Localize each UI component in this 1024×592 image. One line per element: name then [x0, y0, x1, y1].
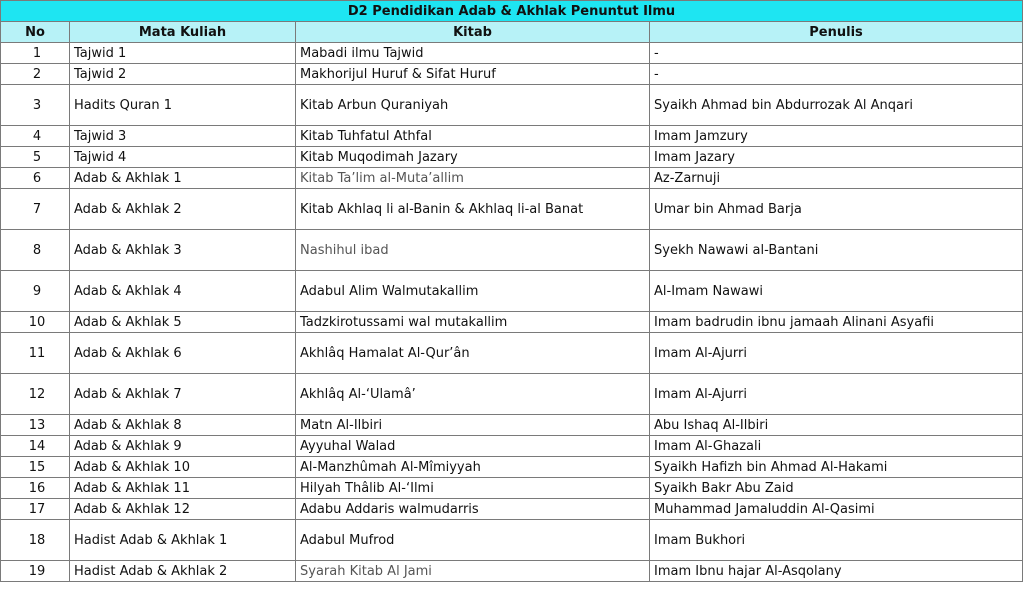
cell-mata-kuliah[interactable]: Hadist Adab & Akhlak 2 — [70, 561, 296, 582]
cell-no[interactable]: 4 — [1, 126, 70, 147]
table-row — [1, 478, 1023, 499]
cell-mata-kuliah[interactable]: Adab & Akhlak 3 — [70, 230, 296, 271]
cell-kitab[interactable]: Al-Manzhûmah Al-Mîmiyyah — [296, 457, 650, 478]
cell-kitab[interactable]: Akhlâq Al-‘Ulamâ’ — [296, 374, 650, 415]
cell-kitab[interactable]: Tadzkirotussami wal mutakallim — [296, 312, 650, 333]
table-row — [1, 457, 1023, 478]
cell-mata-kuliah[interactable]: Adab & Akhlak 10 — [70, 457, 296, 478]
cell-no[interactable]: 17 — [1, 499, 70, 520]
table-row — [1, 374, 1023, 415]
cell-no[interactable]: 14 — [1, 436, 70, 457]
cell-kitab[interactable]: Adabul Mufrod — [296, 520, 650, 561]
cell-mata-kuliah[interactable]: Adab & Akhlak 9 — [70, 436, 296, 457]
cell-penulis[interactable]: - — [650, 43, 1023, 64]
cell-no[interactable]: 1 — [1, 43, 70, 64]
cell-penulis[interactable]: Imam Al-Ajurri — [650, 374, 1023, 415]
cell-kitab[interactable]: Kitab Arbun Quraniyah — [296, 85, 650, 126]
header-no[interactable]: No — [1, 22, 70, 43]
cell-mata-kuliah[interactable]: Adab & Akhlak 11 — [70, 478, 296, 499]
header-penulis[interactable]: Penulis — [650, 22, 1023, 43]
table-row — [1, 85, 1023, 126]
cell-no[interactable]: 5 — [1, 147, 70, 168]
cell-no[interactable]: 15 — [1, 457, 70, 478]
cell-penulis[interactable]: Imam Ibnu hajar Al-Asqolany — [650, 561, 1023, 582]
cell-penulis[interactable]: Syaikh Bakr Abu Zaid — [650, 478, 1023, 499]
cell-penulis[interactable]: Syekh Nawawi al-Bantani — [650, 230, 1023, 271]
cell-no[interactable]: 18 — [1, 520, 70, 561]
cell-mata-kuliah[interactable]: Adab & Akhlak 12 — [70, 499, 296, 520]
cell-no[interactable]: 8 — [1, 230, 70, 271]
cell-mata-kuliah[interactable]: Adab & Akhlak 6 — [70, 333, 296, 374]
header-mata-kuliah[interactable]: Mata Kuliah — [70, 22, 296, 43]
table-row — [1, 64, 1023, 85]
cell-penulis[interactable]: Umar bin Ahmad Barja — [650, 189, 1023, 230]
cell-mata-kuliah[interactable]: Tajwid 4 — [70, 147, 296, 168]
cell-no[interactable]: 6 — [1, 168, 70, 189]
cell-mata-kuliah[interactable]: Tajwid 1 — [70, 43, 296, 64]
cell-kitab[interactable]: Kitab Akhlaq li al-Banin & Akhlaq li-al Banat — [296, 189, 650, 230]
cell-no[interactable]: 12 — [1, 374, 70, 415]
cell-kitab[interactable]: Akhlâq Hamalat Al-Qur’ân — [296, 333, 650, 374]
cell-kitab[interactable]: Kitab Muqodimah Jazary — [296, 147, 650, 168]
cell-penulis[interactable]: Imam Al-Ajurri — [650, 333, 1023, 374]
table-row — [1, 415, 1023, 436]
cell-mata-kuliah[interactable]: Adab & Akhlak 1 — [70, 168, 296, 189]
cell-kitab[interactable]: Matn Al-Ilbiri — [296, 415, 650, 436]
cell-no[interactable]: 9 — [1, 271, 70, 312]
cell-no[interactable]: 13 — [1, 415, 70, 436]
cell-penulis[interactable]: Imam Bukhori — [650, 520, 1023, 561]
table-row — [1, 147, 1023, 168]
cell-penulis[interactable]: - — [650, 64, 1023, 85]
table-row — [1, 230, 1023, 271]
cell-no[interactable]: 16 — [1, 478, 70, 499]
cell-mata-kuliah[interactable]: Tajwid 3 — [70, 126, 296, 147]
cell-mata-kuliah[interactable]: Adab & Akhlak 8 — [70, 415, 296, 436]
table-row — [1, 126, 1023, 147]
cell-kitab[interactable]: Adabul Alim Walmutakallim — [296, 271, 650, 312]
cell-penulis[interactable]: Imam Jazary — [650, 147, 1023, 168]
table-row — [1, 499, 1023, 520]
cell-kitab[interactable]: Ayyuhal Walad — [296, 436, 650, 457]
cell-penulis[interactable]: Al-Imam Nawawi — [650, 271, 1023, 312]
cell-mata-kuliah[interactable]: Adab & Akhlak 2 — [70, 189, 296, 230]
cell-penulis[interactable]: Abu Ishaq Al-Ilbiri — [650, 415, 1023, 436]
table-row — [1, 333, 1023, 374]
cell-no[interactable]: 2 — [1, 64, 70, 85]
cell-kitab[interactable]: Adabu Addaris walmudarris — [296, 499, 650, 520]
cell-penulis[interactable]: Imam Al-Ghazali — [650, 436, 1023, 457]
cell-kitab[interactable]: Kitab Ta’lim al-Muta’allim — [296, 168, 650, 189]
cell-no[interactable]: 19 — [1, 561, 70, 582]
table-row — [1, 168, 1023, 189]
table-row — [1, 43, 1023, 64]
cell-penulis[interactable]: Imam badrudin ibnu jamaah Alinani Asyafii — [650, 312, 1023, 333]
header-row — [1, 22, 1023, 43]
sheet-title[interactable]: D2 Pendidikan Adab & Akhlak Penuntut Ilmu — [1, 1, 1023, 22]
cell-mata-kuliah[interactable]: Adab & Akhlak 4 — [70, 271, 296, 312]
cell-mata-kuliah[interactable]: Adab & Akhlak 5 — [70, 312, 296, 333]
table-row — [1, 189, 1023, 230]
cell-no[interactable]: 11 — [1, 333, 70, 374]
table-row — [1, 271, 1023, 312]
cell-mata-kuliah[interactable]: Hadist Adab & Akhlak 1 — [70, 520, 296, 561]
header-kitab[interactable]: Kitab — [296, 22, 650, 43]
cell-kitab[interactable]: Hilyah Thâlib Al-‘Ilmi — [296, 478, 650, 499]
table-row — [1, 561, 1023, 582]
cell-penulis[interactable]: Muhammad Jamaluddin Al-Qasimi — [650, 499, 1023, 520]
title-row — [1, 1, 1023, 22]
table-row — [1, 520, 1023, 561]
cell-kitab[interactable]: Kitab Tuhfatul Athfal — [296, 126, 650, 147]
cell-kitab[interactable]: Mabadi ilmu Tajwid — [296, 43, 650, 64]
cell-kitab[interactable]: Syarah Kitab Al Jami — [296, 561, 650, 582]
cell-penulis[interactable]: Syaikh Ahmad bin Abdurrozak Al Anqari — [650, 85, 1023, 126]
cell-no[interactable]: 3 — [1, 85, 70, 126]
cell-mata-kuliah[interactable]: Tajwid 2 — [70, 64, 296, 85]
cell-no[interactable]: 7 — [1, 189, 70, 230]
cell-kitab[interactable]: Makhorijul Huruf & Sifat Huruf — [296, 64, 650, 85]
cell-mata-kuliah[interactable]: Hadits Quran 1 — [70, 85, 296, 126]
cell-penulis[interactable]: Syaikh Hafizh bin Ahmad Al-Hakami — [650, 457, 1023, 478]
cell-mata-kuliah[interactable]: Adab & Akhlak 7 — [70, 374, 296, 415]
cell-penulis[interactable]: Az-Zarnuji — [650, 168, 1023, 189]
cell-penulis[interactable]: Imam Jamzury — [650, 126, 1023, 147]
table-row — [1, 436, 1023, 457]
cell-no[interactable]: 10 — [1, 312, 70, 333]
cell-kitab[interactable]: Nashihul ibad — [296, 230, 650, 271]
table-row — [1, 312, 1023, 333]
